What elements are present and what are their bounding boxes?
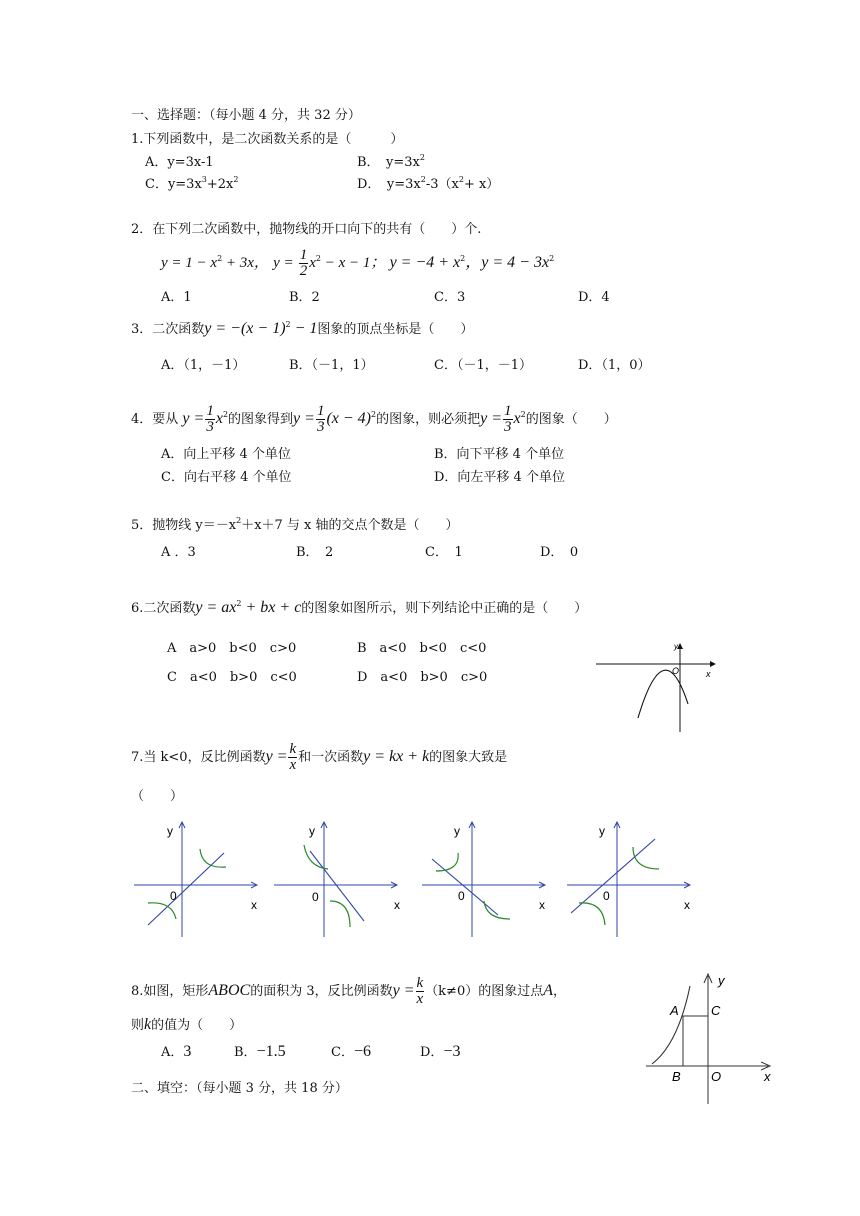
q6-option-b: B a<0 b<0 c<0 bbox=[357, 641, 487, 656]
q4-option-a: A．向上平移 4 个单位 bbox=[161, 447, 291, 462]
q7d-line bbox=[571, 839, 655, 913]
q4-option-d: D．向左平移 4 个单位 bbox=[434, 470, 565, 485]
q7b-y-label: y bbox=[309, 824, 315, 838]
q7c-y-label: y bbox=[454, 824, 460, 838]
q7c-hyperbola-q2 bbox=[436, 853, 458, 871]
q7b-hyperbola-q4 bbox=[330, 901, 350, 927]
q2-option-a: A．1 bbox=[161, 290, 192, 305]
q7a-origin-label: 0 bbox=[170, 889, 177, 903]
q3-option-a: A．（1，－1） bbox=[161, 358, 246, 373]
q4-fraction-3: $\frac{1}{3}$ bbox=[504, 403, 512, 435]
section-heading-choice: 一、选择题：（每小题 4 分，共 32 分） bbox=[131, 108, 361, 123]
q7-fraction: $\frac{k}{x}$ bbox=[289, 741, 297, 773]
q3-option-c: C．（－1，－1） bbox=[434, 358, 532, 373]
q1-option-b: B． $y=3x^2$ bbox=[357, 153, 425, 170]
q4-stem: 4．要从 y = $\frac{1}{3}$ $x^2$的图象得到y = $\frac{1}{3}$ $(x - 4)^2$的图象，则必须把y = $\frac{1}{3}$ $x^2$的图象（ ） bbox=[131, 403, 617, 435]
q8-option-c: C．−6 bbox=[331, 1043, 371, 1060]
q8-x-label: x bbox=[764, 1069, 771, 1084]
q6-parabola-figure bbox=[592, 640, 722, 735]
q8-point-c-label: C bbox=[711, 1003, 721, 1018]
q1-stem: 1.下列函数中，是二次函数关系的是（ ） bbox=[131, 132, 404, 147]
q7-graph-c bbox=[418, 815, 553, 945]
q7d-hyperbola-q1 bbox=[633, 847, 659, 869]
q6-x-label: x bbox=[706, 669, 711, 679]
q5-option-c: C． 1 bbox=[425, 545, 463, 560]
q7b-origin-label: 0 bbox=[312, 890, 319, 904]
q7-answer-parens: （ ） bbox=[131, 789, 184, 804]
q1-option-c: C．$y=3x^3+2x^2$ bbox=[145, 175, 239, 192]
q4-option-b: B．向下平移 4 个单位 bbox=[434, 447, 565, 462]
q7c-x-label: x bbox=[539, 898, 545, 912]
q7a-hyperbola-q3 bbox=[148, 903, 176, 919]
q7d-y-label: y bbox=[599, 824, 605, 838]
q8-option-a: A．3 bbox=[161, 1043, 192, 1060]
q8-rectangle-figure bbox=[640, 968, 780, 1108]
q7a-x-label: x bbox=[251, 898, 257, 912]
q7a-y-label: y bbox=[167, 824, 173, 838]
q8-option-d: D．−3 bbox=[420, 1043, 461, 1060]
q3-option-b: B．（－1，1） bbox=[289, 358, 374, 373]
q8-point-a-label: A bbox=[670, 1003, 679, 1018]
q7a-line bbox=[148, 853, 224, 925]
q6-stem: 6.二次函数$y = ax^2$ + bx + c的图象如图所示，则下列结论中正确的是（ ） bbox=[131, 599, 588, 616]
q8-origin-label: O bbox=[711, 1069, 722, 1084]
q8-option-b: B．−1.5 bbox=[234, 1043, 286, 1060]
q7d-origin-label: 0 bbox=[603, 889, 610, 903]
q3-stem: 3．二次函数$y = -(x - 1)^2 - 1$图象的顶点坐标是（ ） bbox=[131, 320, 474, 337]
q5-option-a: A ．3 bbox=[161, 545, 196, 560]
q7b-x-label: x bbox=[394, 898, 400, 912]
q6-origin-label: O bbox=[672, 666, 680, 676]
q8-stem: 8.如图，矩形ABOC的面积为 3，反比例函数y = $\frac{k}{x}$ （k≠0）的图象过点A， bbox=[131, 975, 567, 1007]
q4-fraction-2: $\frac{1}{3}$ bbox=[316, 403, 325, 435]
q2-option-c: C．3 bbox=[434, 290, 466, 305]
q8-rectangle-aboc bbox=[683, 1016, 708, 1066]
q6-x-arrow-icon bbox=[710, 661, 716, 667]
q4-fraction-1: $\frac{1}{3}$ bbox=[206, 403, 214, 435]
q7c-origin-label: 0 bbox=[458, 889, 465, 903]
q2-fraction-half: $\frac{1}{2}$ bbox=[299, 247, 308, 279]
q8-line2: 则k的值为（ ） bbox=[131, 1016, 243, 1033]
q5-stem: 5．抛物线 $y=-x^2+x+7$ 与 x 轴的交点个数是（ ） bbox=[131, 516, 459, 533]
q4-option-c: C．向右平移 4 个单位 bbox=[161, 470, 292, 485]
q7c-hyperbola-q4 bbox=[484, 901, 510, 919]
q3-option-d: D．（1，0） bbox=[578, 358, 651, 373]
q7-stem: 7.当 k<0，反比例函数y = $\frac{k}{x}$ 和一次函数y = kx + k的图象大致是 bbox=[131, 741, 508, 773]
q1-option-a: A．y=3x-1 bbox=[145, 155, 214, 170]
q7-graph-a bbox=[130, 815, 265, 945]
q8-fraction: $\frac{k}{x}$ bbox=[416, 975, 424, 1007]
q5-option-b: B． 2 bbox=[296, 545, 334, 560]
q7b-line bbox=[310, 851, 364, 921]
q2-option-d: D．4 bbox=[578, 290, 610, 305]
q6-y-label: y bbox=[674, 642, 678, 651]
q7c-line bbox=[432, 859, 498, 915]
q7d-hyperbola-q3 bbox=[579, 903, 605, 925]
q7-graph-d bbox=[563, 815, 698, 945]
q8-point-b-label: B bbox=[672, 1069, 681, 1084]
q7-graph-b bbox=[270, 815, 405, 945]
q8-hyperbola-curve bbox=[652, 986, 690, 1064]
q5-option-d: D． 0 bbox=[540, 545, 579, 560]
q2-functions: $y = 1 - x^2 + 3x$， y = $\frac{1}{2}$ $x^2 - x - 1$； $y = -4 + x^2$，$y = 4 - 3x^2$ bbox=[161, 247, 555, 279]
q6-option-a: A a>0 b<0 c>0 bbox=[167, 641, 297, 656]
q1-option-d: D． $y=3x^2-3(x^2+ x)$ bbox=[357, 175, 500, 192]
section-heading-fill: 二、填空：（每小题 3 分，共 18 分） bbox=[131, 1081, 348, 1096]
q7d-x-label: x bbox=[684, 898, 690, 912]
q6-option-d: D a<0 b>0 c>0 bbox=[357, 670, 488, 685]
q8-y-label: y bbox=[718, 973, 725, 988]
q2-stem: 2．在下列二次函数中，抛物线的开口向下的共有（ ）个. bbox=[131, 222, 482, 237]
q2-option-b: B．2 bbox=[289, 290, 320, 305]
q7a-hyperbola-q1 bbox=[200, 849, 226, 867]
q6-option-c: C a<0 b>0 c<0 bbox=[167, 670, 297, 685]
